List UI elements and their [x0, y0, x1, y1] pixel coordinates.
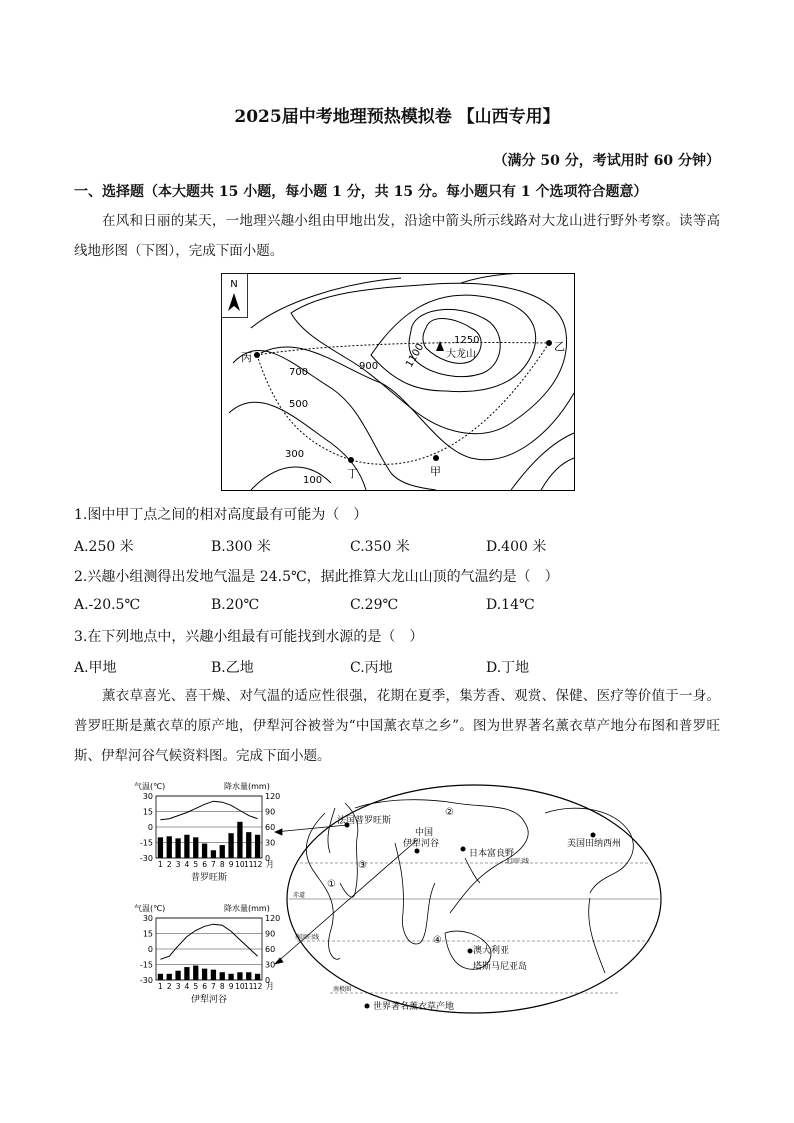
precip-tick: 0	[265, 976, 271, 985]
month-label: 11	[243, 982, 254, 991]
month-label: 9	[228, 982, 234, 991]
month-label: 8	[219, 982, 225, 991]
svg-text:法国普罗旺斯: 法国普罗旺斯	[337, 816, 392, 826]
svg-text:中国: 中国	[415, 828, 434, 838]
month-label: 10	[235, 860, 245, 869]
precip-tick: 0	[265, 854, 271, 863]
svg-text:900: 900	[359, 361, 379, 372]
month-label: 6	[202, 860, 207, 869]
month-label: 5	[193, 982, 199, 991]
month-label: 12	[252, 860, 263, 869]
svg-text:南极圈: 南极圈	[333, 986, 352, 993]
svg-text:1100: 1100	[404, 341, 427, 370]
exam-title: 2025届中考地理预热模拟卷 【山西专用】	[234, 107, 560, 127]
precip-tick: 60	[265, 945, 276, 954]
month-label: 3	[175, 860, 181, 869]
svg-text:北回归线: 北回归线	[505, 858, 530, 865]
svg-text:700: 700	[289, 367, 309, 378]
svg-text:日本富良野: 日本富良野	[469, 849, 515, 859]
svg-text:①: ①	[327, 879, 336, 890]
svg-text:1250: 1250	[454, 335, 480, 346]
passage-2: 薰衣草喜光、喜干燥、对气温的适应性很强，花期在夏季，集芳香、观赏、保健、医疗等价值于一身。普罗旺斯是薰衣草的原产地，伊犁河谷被誉为“中国薰衣草之乡”。图为世界著名薰衣草产地分布图和普罗旺斯、伊犁河谷气候资料图。完成下面小题。	[74, 688, 720, 764]
q1-option-c[interactable]: C.350 米	[350, 539, 410, 555]
svg-text:丁: 丁	[347, 467, 358, 480]
svg-text:500: 500	[289, 399, 309, 410]
month-label: 1	[158, 860, 163, 869]
svg-text:南回归线: 南回归线	[295, 934, 320, 941]
section-heading: 一、选择题（本大题共 15 小题，每小题 1 分，共 15 分。每小题只有 1 个选项符合题意）	[74, 184, 648, 200]
temp-tick: 15	[142, 807, 153, 817]
month-unit: 月	[266, 860, 274, 869]
month-label: 12	[252, 982, 263, 991]
precip-tick: 30	[265, 960, 276, 970]
intro-paragraph: 在风和日丽的某天，一地理兴趣小组由甲地出发，沿途中箭头所示线路对大龙山进行野外考察。读等高线地形图（下图），完成下面小题。	[74, 213, 720, 259]
month-label: 5	[193, 860, 199, 869]
month-label: 2	[166, 860, 172, 869]
q1-option-d[interactable]: D.400 米	[486, 539, 547, 555]
month-label: 9	[228, 860, 234, 869]
month-label: 10	[235, 982, 245, 991]
temp-tick: 30	[142, 792, 153, 801]
svg-text:④: ④	[433, 935, 442, 946]
temp-tick: 0	[147, 823, 153, 832]
svg-text:塔斯马尼亚岛: 塔斯马尼亚岛	[473, 962, 528, 972]
svg-text:世界著名薰衣草产地: 世界著名薰衣草产地	[373, 1002, 455, 1012]
precip-tick: 120	[265, 792, 281, 801]
q2-option-c[interactable]: C.29℃	[350, 597, 399, 613]
q3-option-b[interactable]: B.乙地	[211, 660, 254, 676]
month-label: 7	[211, 860, 216, 869]
month-label: 7	[211, 982, 216, 991]
temp-tick: -15	[139, 960, 153, 970]
month-label: 8	[219, 860, 225, 869]
svg-text:③: ③	[358, 860, 367, 871]
svg-text:大龙山: 大龙山	[446, 349, 476, 360]
precip-tick: 120	[265, 914, 281, 923]
q2-option-b[interactable]: B.20℃	[211, 597, 260, 613]
svg-text:100: 100	[303, 475, 323, 486]
precip-tick: 90	[265, 929, 276, 939]
temp-axis-label: 气温(℃)	[134, 782, 166, 791]
month-label: 4	[184, 860, 190, 869]
q1-option-a[interactable]: A.250 米	[74, 539, 134, 555]
q3-option-c[interactable]: C.丙地	[350, 660, 393, 676]
temp-tick: -15	[139, 838, 153, 848]
precip-tick: 30	[265, 838, 276, 848]
exam-subtitle: （满分 50 分，考试用时 60 分钟）	[493, 153, 720, 169]
month-label: 1	[158, 982, 163, 991]
chart-place-name: 伊犁河谷	[190, 995, 228, 1005]
q3-option-d[interactable]: D.丁地	[486, 660, 530, 676]
precip-axis-label: 降水量(mm)	[224, 904, 270, 913]
month-label: 3	[175, 982, 181, 991]
svg-text:N: N	[230, 279, 238, 290]
temp-tick: 0	[147, 945, 153, 954]
svg-text:甲: 甲	[430, 465, 441, 478]
temp-tick: 30	[142, 914, 153, 923]
chart-place-name: 普罗旺斯	[190, 873, 228, 883]
precip-tick: 60	[265, 823, 276, 832]
question-1: 1.图中甲丁点之间的相对高度最有可能为（ ）	[74, 507, 368, 523]
temp-tick: 15	[142, 929, 153, 939]
month-label: 2	[166, 982, 172, 991]
svg-text:②: ②	[445, 807, 454, 818]
svg-text:赤道: 赤道	[293, 892, 306, 899]
q2-option-d[interactable]: D.14℃	[486, 597, 535, 613]
svg-text:300: 300	[285, 449, 305, 460]
month-label: 4	[184, 982, 190, 991]
question-2: 2.兴趣小组测得出发地气温是 24.5℃，据此推算大龙山山顶的气温约是（ ）	[74, 569, 559, 585]
q2-option-a[interactable]: A.-20.5℃	[74, 597, 141, 613]
q1-option-b[interactable]: B.300 米	[211, 539, 271, 555]
svg-text:伊犁河谷: 伊犁河谷	[403, 839, 440, 849]
temp-axis-label: 气温(℃)	[134, 904, 166, 913]
svg-text:丙: 丙	[241, 351, 252, 364]
svg-text:乙: 乙	[554, 340, 565, 353]
month-unit: 月	[266, 982, 274, 991]
temp-tick: -30	[139, 976, 153, 985]
svg-text:澳大利亚: 澳大利亚	[473, 946, 510, 956]
temp-tick: -30	[139, 854, 153, 863]
q3-option-a[interactable]: A.甲地	[74, 660, 117, 676]
svg-text:美国田纳西州: 美国田纳西州	[567, 839, 622, 849]
month-label: 6	[202, 982, 207, 991]
precip-axis-label: 降水量(mm)	[224, 782, 270, 791]
precip-tick: 90	[265, 807, 276, 817]
month-label: 11	[243, 860, 254, 869]
question-3: 3.在下列地点中，兴趣小组最有可能找到水源的是（ ）	[74, 629, 424, 645]
